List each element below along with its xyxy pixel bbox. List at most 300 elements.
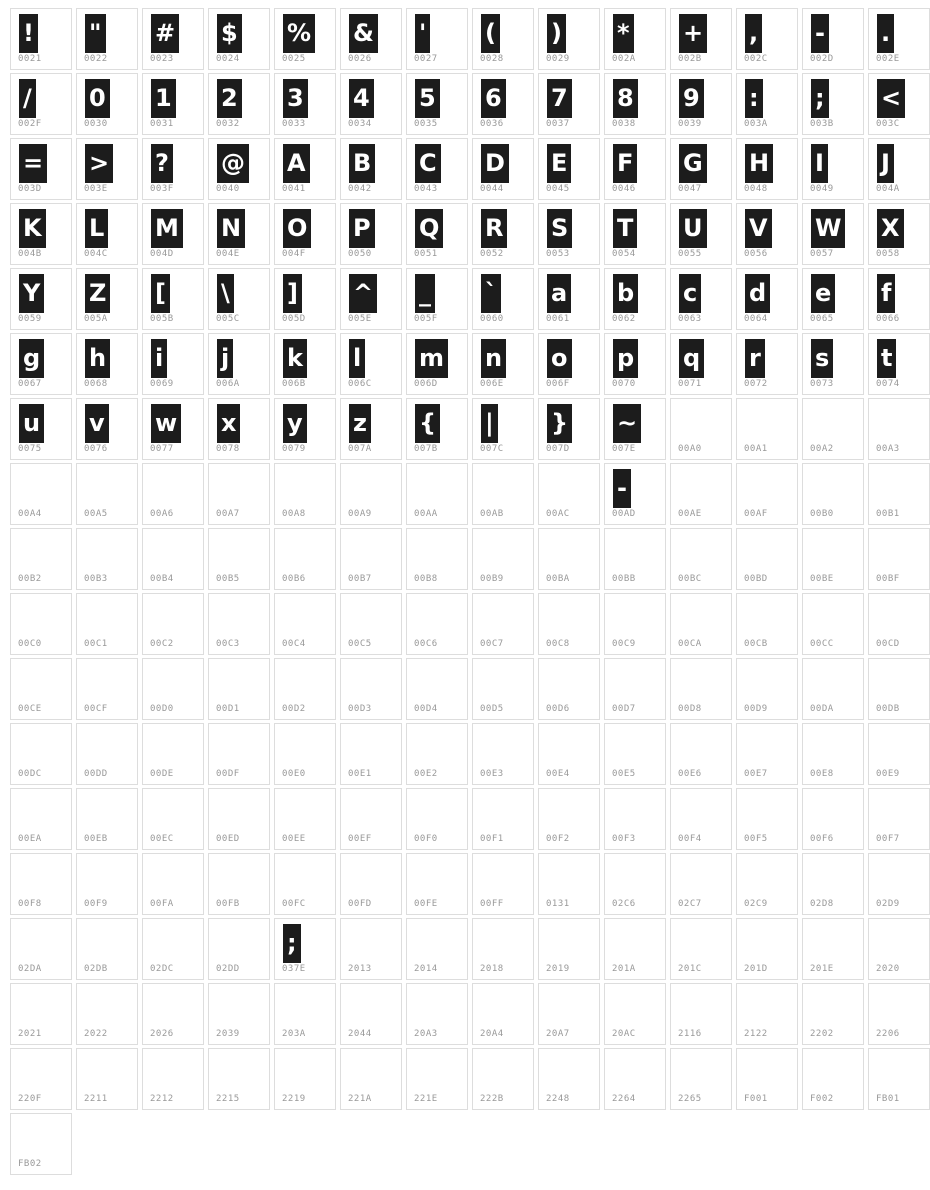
- glyph-cell-2020[interactable]: [868, 918, 930, 980]
- glyph-cell-00C1[interactable]: [76, 593, 138, 655]
- glyph-cell-0022[interactable]: [76, 8, 138, 70]
- codepoint-label: 0021: [18, 54, 42, 64]
- glyph-cell-0051[interactable]: [406, 203, 468, 265]
- glyph-cell-0074[interactable]: [868, 333, 930, 395]
- glyph-cell-00F5[interactable]: [736, 788, 798, 850]
- glyph-cell-0042[interactable]: [340, 138, 402, 200]
- glyph-cell-00C4[interactable]: [274, 593, 336, 655]
- glyph-cell-00DA[interactable]: [802, 658, 864, 720]
- glyph-cell-00B8[interactable]: [406, 528, 468, 590]
- glyph-cell-006C[interactable]: [340, 333, 402, 395]
- glyph-cell-00B5[interactable]: [208, 528, 270, 590]
- glyph-cell-0021[interactable]: [10, 8, 72, 70]
- codepoint-label: 0065: [810, 314, 834, 324]
- glyph-cell-00BD[interactable]: [736, 528, 798, 590]
- glyph-preview: :: [745, 79, 763, 118]
- codepoint-label: 00CD: [876, 639, 900, 649]
- glyph-cell-00D7[interactable]: [604, 658, 666, 720]
- glyph-cell-2116[interactable]: [670, 983, 732, 1045]
- glyph-cell-0046[interactable]: [604, 138, 666, 200]
- glyph-cell-0037[interactable]: [538, 73, 600, 135]
- glyph-cell-0027[interactable]: [406, 8, 468, 70]
- glyph-cell-00E4[interactable]: [538, 723, 600, 785]
- glyph-cell-0056[interactable]: [736, 203, 798, 265]
- glyph-cell-02C7[interactable]: [670, 853, 732, 915]
- codepoint-label: 0023: [150, 54, 174, 64]
- glyph-cell-0048[interactable]: [736, 138, 798, 200]
- glyph-cell-00C2[interactable]: [142, 593, 204, 655]
- glyph-cell-20AC[interactable]: [604, 983, 666, 1045]
- glyph-cell-007A[interactable]: [340, 398, 402, 460]
- glyph-cell-00F2[interactable]: [538, 788, 600, 850]
- glyph-cell-00AD[interactable]: [604, 463, 666, 525]
- glyph-cell-00EE[interactable]: [274, 788, 336, 850]
- glyph-cell-0024[interactable]: [208, 8, 270, 70]
- glyph-cell-002B[interactable]: [670, 8, 732, 70]
- glyph-cell-00E1[interactable]: [340, 723, 402, 785]
- glyph-cell-00C6[interactable]: [406, 593, 468, 655]
- glyph-cell-0041[interactable]: [274, 138, 336, 200]
- glyph-cell-005C[interactable]: [208, 268, 270, 330]
- glyph-preview: T: [613, 209, 637, 248]
- glyph-cell-0043[interactable]: [406, 138, 468, 200]
- glyph-cell-00CB[interactable]: [736, 593, 798, 655]
- codepoint-label: 00B4: [150, 574, 174, 584]
- glyph-cell-003C[interactable]: [868, 73, 930, 135]
- glyph-cell-2026[interactable]: [142, 983, 204, 1045]
- glyph-cell-2013[interactable]: [340, 918, 402, 980]
- glyph-cell-006A[interactable]: [208, 333, 270, 395]
- glyph-cell-F001[interactable]: [736, 1048, 798, 1110]
- glyph-cell-00BE[interactable]: [802, 528, 864, 590]
- glyph-cell-005F[interactable]: [406, 268, 468, 330]
- codepoint-label: 0046: [612, 184, 636, 194]
- glyph-cell-00B4[interactable]: [142, 528, 204, 590]
- glyph-cell-00AB[interactable]: [472, 463, 534, 525]
- glyph-cell-0035[interactable]: [406, 73, 468, 135]
- glyph-cell-00F6[interactable]: [802, 788, 864, 850]
- glyph-cell-00A8[interactable]: [274, 463, 336, 525]
- codepoint-label: 0029: [546, 54, 570, 64]
- glyph-cell-00FF[interactable]: [472, 853, 534, 915]
- glyph-cell-222B[interactable]: [472, 1048, 534, 1110]
- glyph-cell-00BF[interactable]: [868, 528, 930, 590]
- glyph-preview: e: [811, 274, 835, 313]
- glyph-cell-00A1[interactable]: [736, 398, 798, 460]
- glyph-preview: H: [745, 144, 773, 183]
- glyph-preview: =: [19, 144, 47, 183]
- glyph-cell-0131[interactable]: [538, 853, 600, 915]
- glyph-cell-0053[interactable]: [538, 203, 600, 265]
- glyph-cell-00FD[interactable]: [340, 853, 402, 915]
- glyph-cell-007D[interactable]: [538, 398, 600, 460]
- glyph-cell-00D6[interactable]: [538, 658, 600, 720]
- glyph-cell-00A4[interactable]: [10, 463, 72, 525]
- glyph-cell-004B[interactable]: [10, 203, 72, 265]
- glyph-cell-0067[interactable]: [10, 333, 72, 395]
- glyph-cell-00D8[interactable]: [670, 658, 732, 720]
- glyph-cell-0072[interactable]: [736, 333, 798, 395]
- glyph-preview: j: [217, 339, 233, 378]
- codepoint-label: 00A5: [84, 509, 108, 519]
- glyph-cell-00EC[interactable]: [142, 788, 204, 850]
- glyph-cell-2122[interactable]: [736, 983, 798, 1045]
- glyph-cell-002E[interactable]: [868, 8, 930, 70]
- codepoint-label: 002A: [612, 54, 636, 64]
- glyph-cell-0068[interactable]: [76, 333, 138, 395]
- glyph-cell-FB01[interactable]: [868, 1048, 930, 1110]
- glyph-cell-2211[interactable]: [76, 1048, 138, 1110]
- glyph-cell-00A3[interactable]: [868, 398, 930, 460]
- glyph-cell-005E[interactable]: [340, 268, 402, 330]
- glyph-cell-005B[interactable]: [142, 268, 204, 330]
- glyph-cell-221A[interactable]: [340, 1048, 402, 1110]
- glyph-preview: #: [151, 14, 179, 53]
- glyph-cell-2212[interactable]: [142, 1048, 204, 1110]
- glyph-cell-00DF[interactable]: [208, 723, 270, 785]
- codepoint-label: 0049: [810, 184, 834, 194]
- glyph-cell-006E[interactable]: [472, 333, 534, 395]
- glyph-cell-00F8[interactable]: [10, 853, 72, 915]
- glyph-cell-00E2[interactable]: [406, 723, 468, 785]
- glyph-cell-2265[interactable]: [670, 1048, 732, 1110]
- codepoint-label: 00D6: [546, 704, 570, 714]
- glyph-cell-00E3[interactable]: [472, 723, 534, 785]
- codepoint-label: 007D: [546, 444, 570, 454]
- codepoint-label: 0077: [150, 444, 174, 454]
- glyph-cell-0025[interactable]: [274, 8, 336, 70]
- codepoint-label: 007E: [612, 444, 636, 454]
- glyph-cell-00A7[interactable]: [208, 463, 270, 525]
- glyph-cell-0039[interactable]: [670, 73, 732, 135]
- glyph-cell-0075[interactable]: [10, 398, 72, 460]
- glyph-cell-00AF[interactable]: [736, 463, 798, 525]
- glyph-cell-00B2[interactable]: [10, 528, 72, 590]
- glyph-cell-0065[interactable]: [802, 268, 864, 330]
- glyph-cell-0057[interactable]: [802, 203, 864, 265]
- glyph-cell-003F[interactable]: [142, 138, 204, 200]
- glyph-cell-00C8[interactable]: [538, 593, 600, 655]
- codepoint-label: 0022: [84, 54, 108, 64]
- codepoint-label: 2013: [348, 964, 372, 974]
- glyph-cell-0052[interactable]: [472, 203, 534, 265]
- glyph-preview: o: [547, 339, 572, 378]
- codepoint-label: 004B: [18, 249, 42, 259]
- glyph-cell-0028[interactable]: [472, 8, 534, 70]
- glyph-cell-201D[interactable]: [736, 918, 798, 980]
- codepoint-label: 0041: [282, 184, 306, 194]
- glyph-cell-006B[interactable]: [274, 333, 336, 395]
- glyph-cell-037E[interactable]: [274, 918, 336, 980]
- codepoint-label: 00A0: [678, 444, 702, 454]
- glyph-cell-2021[interactable]: [10, 983, 72, 1045]
- codepoint-label: 0051: [414, 249, 438, 259]
- glyph-cell-2248[interactable]: [538, 1048, 600, 1110]
- glyph-cell-0061[interactable]: [538, 268, 600, 330]
- glyph-cell-0062[interactable]: [604, 268, 666, 330]
- glyph-cell-00F1[interactable]: [472, 788, 534, 850]
- glyph-cell-2206[interactable]: [868, 983, 930, 1045]
- glyph-cell-00D1[interactable]: [208, 658, 270, 720]
- codepoint-label: 00F0: [414, 834, 438, 844]
- glyph-cell-003A[interactable]: [736, 73, 798, 135]
- glyph-cell-0040[interactable]: [208, 138, 270, 200]
- glyph-cell-007B[interactable]: [406, 398, 468, 460]
- glyph-preview: ,: [745, 14, 762, 53]
- codepoint-label: 00DA: [810, 704, 834, 714]
- glyph-preview: 1: [151, 79, 176, 118]
- glyph-cell-00F3[interactable]: [604, 788, 666, 850]
- glyph-cell-2018[interactable]: [472, 918, 534, 980]
- glyph-cell-007C[interactable]: [472, 398, 534, 460]
- glyph-cell-00FA[interactable]: [142, 853, 204, 915]
- codepoint-label: 00A8: [282, 509, 306, 519]
- glyph-cell-0058[interactable]: [868, 203, 930, 265]
- glyph-preview: D: [481, 144, 509, 183]
- glyph-cell-02DB[interactable]: [76, 918, 138, 980]
- glyph-cell-00E8[interactable]: [802, 723, 864, 785]
- glyph-cell-00D3[interactable]: [340, 658, 402, 720]
- glyph-cell-00D5[interactable]: [472, 658, 534, 720]
- glyph-cell-004A[interactable]: [868, 138, 930, 200]
- glyph-cell-003D[interactable]: [10, 138, 72, 200]
- glyph-cell-0071[interactable]: [670, 333, 732, 395]
- codepoint-label: 2122: [744, 1029, 768, 1039]
- glyph-preview: 6: [481, 79, 506, 118]
- glyph-cell-0034[interactable]: [340, 73, 402, 135]
- glyph-cell-00CF[interactable]: [76, 658, 138, 720]
- glyph-cell-00DE[interactable]: [142, 723, 204, 785]
- glyph-preview: (: [481, 14, 500, 53]
- glyph-cell-0023[interactable]: [142, 8, 204, 70]
- glyph-cell-00E5[interactable]: [604, 723, 666, 785]
- glyph-cell-00CA[interactable]: [670, 593, 732, 655]
- glyph-cell-00C0[interactable]: [10, 593, 72, 655]
- glyph-cell-0026[interactable]: [340, 8, 402, 70]
- glyph-cell-00A9[interactable]: [340, 463, 402, 525]
- codepoint-label: 02D8: [810, 899, 834, 909]
- glyph-cell-2219[interactable]: [274, 1048, 336, 1110]
- glyph-cell-0078[interactable]: [208, 398, 270, 460]
- glyph-cell-00E6[interactable]: [670, 723, 732, 785]
- glyph-cell-00EA[interactable]: [10, 788, 72, 850]
- glyph-cell-00C9[interactable]: [604, 593, 666, 655]
- glyph-cell-00F0[interactable]: [406, 788, 468, 850]
- glyph-cell-0029[interactable]: [538, 8, 600, 70]
- glyph-cell-00B0[interactable]: [802, 463, 864, 525]
- codepoint-label: 2212: [150, 1094, 174, 1104]
- glyph-cell-0079[interactable]: [274, 398, 336, 460]
- glyph-cell-00D9[interactable]: [736, 658, 798, 720]
- glyph-cell-003E[interactable]: [76, 138, 138, 200]
- glyph-cell-203A[interactable]: [274, 983, 336, 1045]
- glyph-cell-02DA[interactable]: [10, 918, 72, 980]
- glyph-preview: s: [811, 339, 833, 378]
- glyph-cell-2215[interactable]: [208, 1048, 270, 1110]
- glyph-cell-02DD[interactable]: [208, 918, 270, 980]
- glyph-cell-0073[interactable]: [802, 333, 864, 395]
- glyph-cell-F002[interactable]: [802, 1048, 864, 1110]
- glyph-cell-2039[interactable]: [208, 983, 270, 1045]
- codepoint-label: 005A: [84, 314, 108, 324]
- glyph-cell-00B7[interactable]: [340, 528, 402, 590]
- glyph-cell-00CD[interactable]: [868, 593, 930, 655]
- glyph-cell-0031[interactable]: [142, 73, 204, 135]
- glyph-cell-005A[interactable]: [76, 268, 138, 330]
- glyph-cell-2264[interactable]: [604, 1048, 666, 1110]
- glyph-cell-002C[interactable]: [736, 8, 798, 70]
- glyph-cell-00EB[interactable]: [76, 788, 138, 850]
- glyph-cell-20A7[interactable]: [538, 983, 600, 1045]
- glyph-cell-0069[interactable]: [142, 333, 204, 395]
- glyph-cell-0054[interactable]: [604, 203, 666, 265]
- glyph-cell-00BC[interactable]: [670, 528, 732, 590]
- glyph-cell-0077[interactable]: [142, 398, 204, 460]
- glyph-cell-00D4[interactable]: [406, 658, 468, 720]
- glyph-cell-02DC[interactable]: [142, 918, 204, 980]
- glyph-cell-00DB[interactable]: [868, 658, 930, 720]
- glyph-cell-00EF[interactable]: [340, 788, 402, 850]
- glyph-cell-0064[interactable]: [736, 268, 798, 330]
- glyph-cell-00DD[interactable]: [76, 723, 138, 785]
- glyph-cell-0038[interactable]: [604, 73, 666, 135]
- codepoint-label: FB02: [18, 1159, 42, 1169]
- glyph-cell-02C6[interactable]: [604, 853, 666, 915]
- glyph-cell-02D9[interactable]: [868, 853, 930, 915]
- glyph-cell-00B1[interactable]: [868, 463, 930, 525]
- glyph-cell-201A[interactable]: [604, 918, 666, 980]
- glyph-cell-0049[interactable]: [802, 138, 864, 200]
- glyph-cell-00D0[interactable]: [142, 658, 204, 720]
- glyph-cell-0050[interactable]: [340, 203, 402, 265]
- codepoint-label: 00F2: [546, 834, 570, 844]
- glyph-cell-004D[interactable]: [142, 203, 204, 265]
- codepoint-label: 006D: [414, 379, 438, 389]
- glyph-cell-201C[interactable]: [670, 918, 732, 980]
- glyph-cell-00FB[interactable]: [208, 853, 270, 915]
- glyph-cell-00B6[interactable]: [274, 528, 336, 590]
- codepoint-label: 00F4: [678, 834, 702, 844]
- codepoint-label: 002F: [18, 119, 42, 129]
- glyph-cell-00DC[interactable]: [10, 723, 72, 785]
- glyph-cell-00C7[interactable]: [472, 593, 534, 655]
- glyph-cell-00E7[interactable]: [736, 723, 798, 785]
- glyph-cell-00F7[interactable]: [868, 788, 930, 850]
- glyph-cell-005D[interactable]: [274, 268, 336, 330]
- glyph-cell-220F[interactable]: [10, 1048, 72, 1110]
- glyph-cell-00A0[interactable]: [670, 398, 732, 460]
- codepoint-label: 00AE: [678, 509, 702, 519]
- glyph-cell-00AA[interactable]: [406, 463, 468, 525]
- glyph-cell-00F4[interactable]: [670, 788, 732, 850]
- glyph-preview: ": [85, 14, 106, 53]
- glyph-cell-00E0[interactable]: [274, 723, 336, 785]
- codepoint-label: 0034: [348, 119, 372, 129]
- glyph-cell-221E[interactable]: [406, 1048, 468, 1110]
- glyph-cell-2202[interactable]: [802, 983, 864, 1045]
- glyph-cell-20A3[interactable]: [406, 983, 468, 1045]
- glyph-cell-004F[interactable]: [274, 203, 336, 265]
- glyph-preview: 0: [85, 79, 110, 118]
- glyph-cell-2044[interactable]: [340, 983, 402, 1045]
- glyph-cell-00CE[interactable]: [10, 658, 72, 720]
- glyph-cell-201E[interactable]: [802, 918, 864, 980]
- glyph-cell-002D[interactable]: [802, 8, 864, 70]
- glyph-cell-00E9[interactable]: [868, 723, 930, 785]
- glyph-cell-0063[interactable]: [670, 268, 732, 330]
- glyph-cell-02D8[interactable]: [802, 853, 864, 915]
- glyph-cell-00A2[interactable]: [802, 398, 864, 460]
- glyph-cell-00BB[interactable]: [604, 528, 666, 590]
- glyph-cell-0033[interactable]: [274, 73, 336, 135]
- glyph-cell-002F[interactable]: [10, 73, 72, 135]
- glyph-cell-006F[interactable]: [538, 333, 600, 395]
- glyph-cell-003B[interactable]: [802, 73, 864, 135]
- glyph-cell-0036[interactable]: [472, 73, 534, 135]
- glyph-cell-004E[interactable]: [208, 203, 270, 265]
- glyph-cell-00FC[interactable]: [274, 853, 336, 915]
- glyph-cell-002A[interactable]: [604, 8, 666, 70]
- glyph-cell-00F9[interactable]: [76, 853, 138, 915]
- glyph-cell-0044[interactable]: [472, 138, 534, 200]
- glyph-cell-00A6[interactable]: [142, 463, 204, 525]
- codepoint-label: 00D2: [282, 704, 306, 714]
- glyph-cell-00A5[interactable]: [76, 463, 138, 525]
- codepoint-label: 004A: [876, 184, 900, 194]
- glyph-cell-2014[interactable]: [406, 918, 468, 980]
- codepoint-label: 00CB: [744, 639, 768, 649]
- codepoint-label: 0052: [480, 249, 504, 259]
- glyph-cell-00B9[interactable]: [472, 528, 534, 590]
- glyph-cell-00ED[interactable]: [208, 788, 270, 850]
- codepoint-label: 221A: [348, 1094, 372, 1104]
- glyph-cell-0070[interactable]: [604, 333, 666, 395]
- glyph-cell-004C[interactable]: [76, 203, 138, 265]
- glyph-cell-0060[interactable]: [472, 268, 534, 330]
- glyph-cell-0047[interactable]: [670, 138, 732, 200]
- codepoint-label: 2021: [18, 1029, 42, 1039]
- glyph-preview: \: [217, 274, 234, 313]
- glyph-cell-00FE[interactable]: [406, 853, 468, 915]
- glyph-cell-0045[interactable]: [538, 138, 600, 200]
- glyph-cell-2019[interactable]: [538, 918, 600, 980]
- glyph-cell-2022[interactable]: [76, 983, 138, 1045]
- glyph-cell-006D[interactable]: [406, 333, 468, 395]
- glyph-cell-00AE[interactable]: [670, 463, 732, 525]
- glyph-cell-0059[interactable]: [10, 268, 72, 330]
- glyph-cell-00D2[interactable]: [274, 658, 336, 720]
- glyph-cell-0076[interactable]: [76, 398, 138, 460]
- glyph-cell-02C9[interactable]: [736, 853, 798, 915]
- glyph-cell-0030[interactable]: [76, 73, 138, 135]
- codepoint-label: 20A7: [546, 1029, 570, 1039]
- codepoint-label: 2018: [480, 964, 504, 974]
- glyph-cell-007E[interactable]: [604, 398, 666, 460]
- glyph-cell-20A4[interactable]: [472, 983, 534, 1045]
- glyph-cell-00C3[interactable]: [208, 593, 270, 655]
- glyph-cell-0032[interactable]: [208, 73, 270, 135]
- glyph-cell-00C5[interactable]: [340, 593, 402, 655]
- glyph-cell-00BA[interactable]: [538, 528, 600, 590]
- codepoint-label: 0061: [546, 314, 570, 324]
- glyph-cell-FB02[interactable]: [10, 1113, 72, 1175]
- glyph-cell-00B3[interactable]: [76, 528, 138, 590]
- glyph-cell-0066[interactable]: [868, 268, 930, 330]
- glyph-cell-00AC[interactable]: [538, 463, 600, 525]
- glyph-cell-0055[interactable]: [670, 203, 732, 265]
- codepoint-label: 005B: [150, 314, 174, 324]
- glyph-cell-00CC[interactable]: [802, 593, 864, 655]
